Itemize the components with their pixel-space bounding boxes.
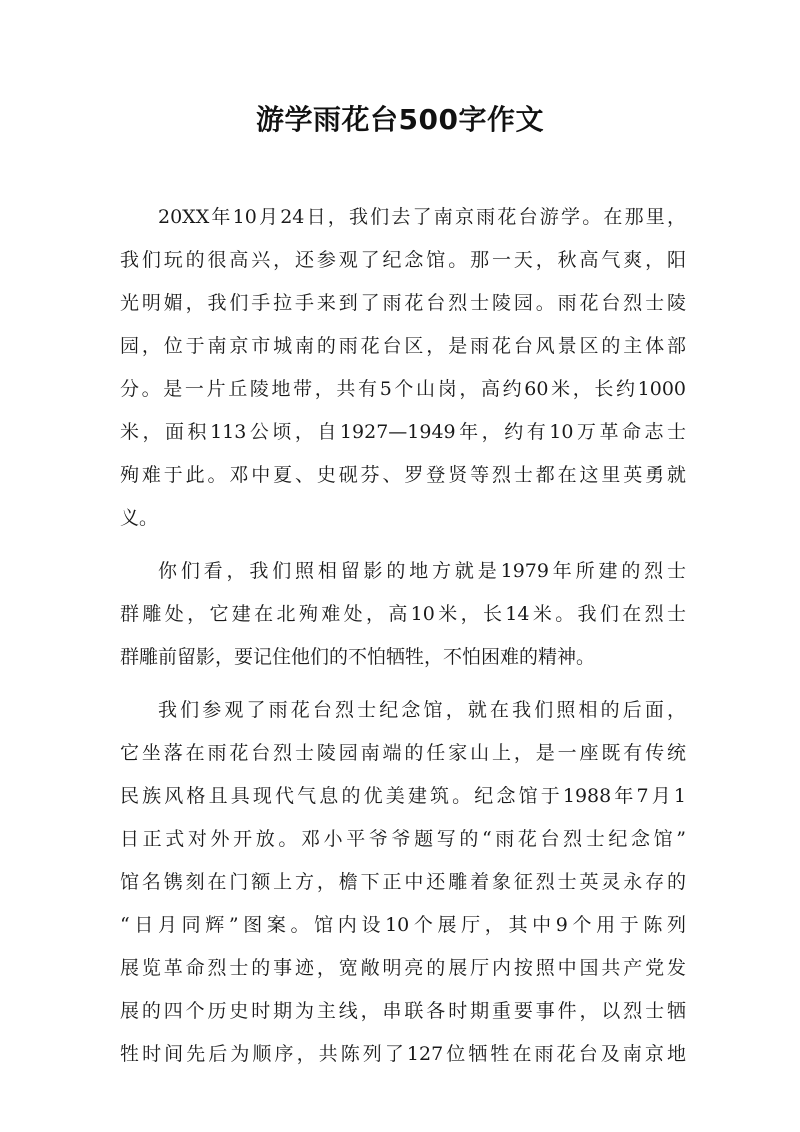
document-title: 游学雨花台500字作文 [256,103,544,136]
paragraph-line: 牲时间先后为顺序，共陈列了127位牺牲在雨花台及南京地 [120,1043,686,1065]
paragraph-line: 展览革命烈士的事迹，宽敞明亮的展厅内按照中国共产党发 [120,957,686,979]
paragraph-line: 义。 [120,507,159,529]
paragraph-3 [120,689,686,1076]
document-body [120,196,686,1086]
paragraph-1 [120,196,686,540]
paragraph-line: 光明媚，我们手拉手来到了雨花台烈士陵园。雨花台烈士陵 [120,292,686,314]
paragraph-line: 展的四个历史时期为主线，串联各时期重要事件，以烈士牺 [120,1000,686,1022]
paragraph-line: 米，面积113公顷，自1927—1949年，约有10万革命志士 [120,421,686,443]
paragraph-line: 园，位于南京市城南的雨花台区，是雨花台风景区的主体部 [120,335,686,357]
paragraph-line: 分。是一片丘陵地带，共有5个山岗，高约60米，长约1000 [120,378,686,400]
paragraph-line: 群雕前留影，要记住他们的不怕牺牲，不怕困难的精神。 [120,646,596,668]
paragraph-line: 它坐落在雨花台烈士陵园南端的任家山上，是一座既有传统 [120,742,686,764]
paragraph-line: 殉难于此。邓中夏、史砚芬、罗登贤等烈士都在这里英勇就 [120,464,686,486]
paragraph-line: 我们参观了雨花台烈士纪念馆，就在我们照相的后面， [158,699,686,721]
paragraph-line: 日正式对外开放。邓小平爷爷题写的“雨花台烈士纪念馆” [120,828,686,850]
paragraph-line: 你们看，我们照相留影的地方就是1979年所建的烈士 [158,560,686,582]
paragraph-line: 民族风格且具现代气息的优美建筑。纪念馆于1988年7月1 [120,785,686,807]
paragraph-line: 我们玩的很高兴，还参观了纪念馆。那一天，秋高气爽，阳 [120,249,686,271]
paragraph-line: 20XX年10月24日，我们去了南京雨花台游学。在那里， [158,206,686,228]
paragraph-line: 群雕处，它建在北殉难处，高10米，长14米。我们在烈士 [120,603,686,625]
paragraph-line: 馆名镌刻在门额上方，檐下正中还雕着象征烈士英灵永存的 [120,871,686,893]
paragraph-2 [120,550,686,679]
paragraph-line: “日月同辉”图案。馆内设10个展厅，其中9个用于陈列 [120,914,686,936]
